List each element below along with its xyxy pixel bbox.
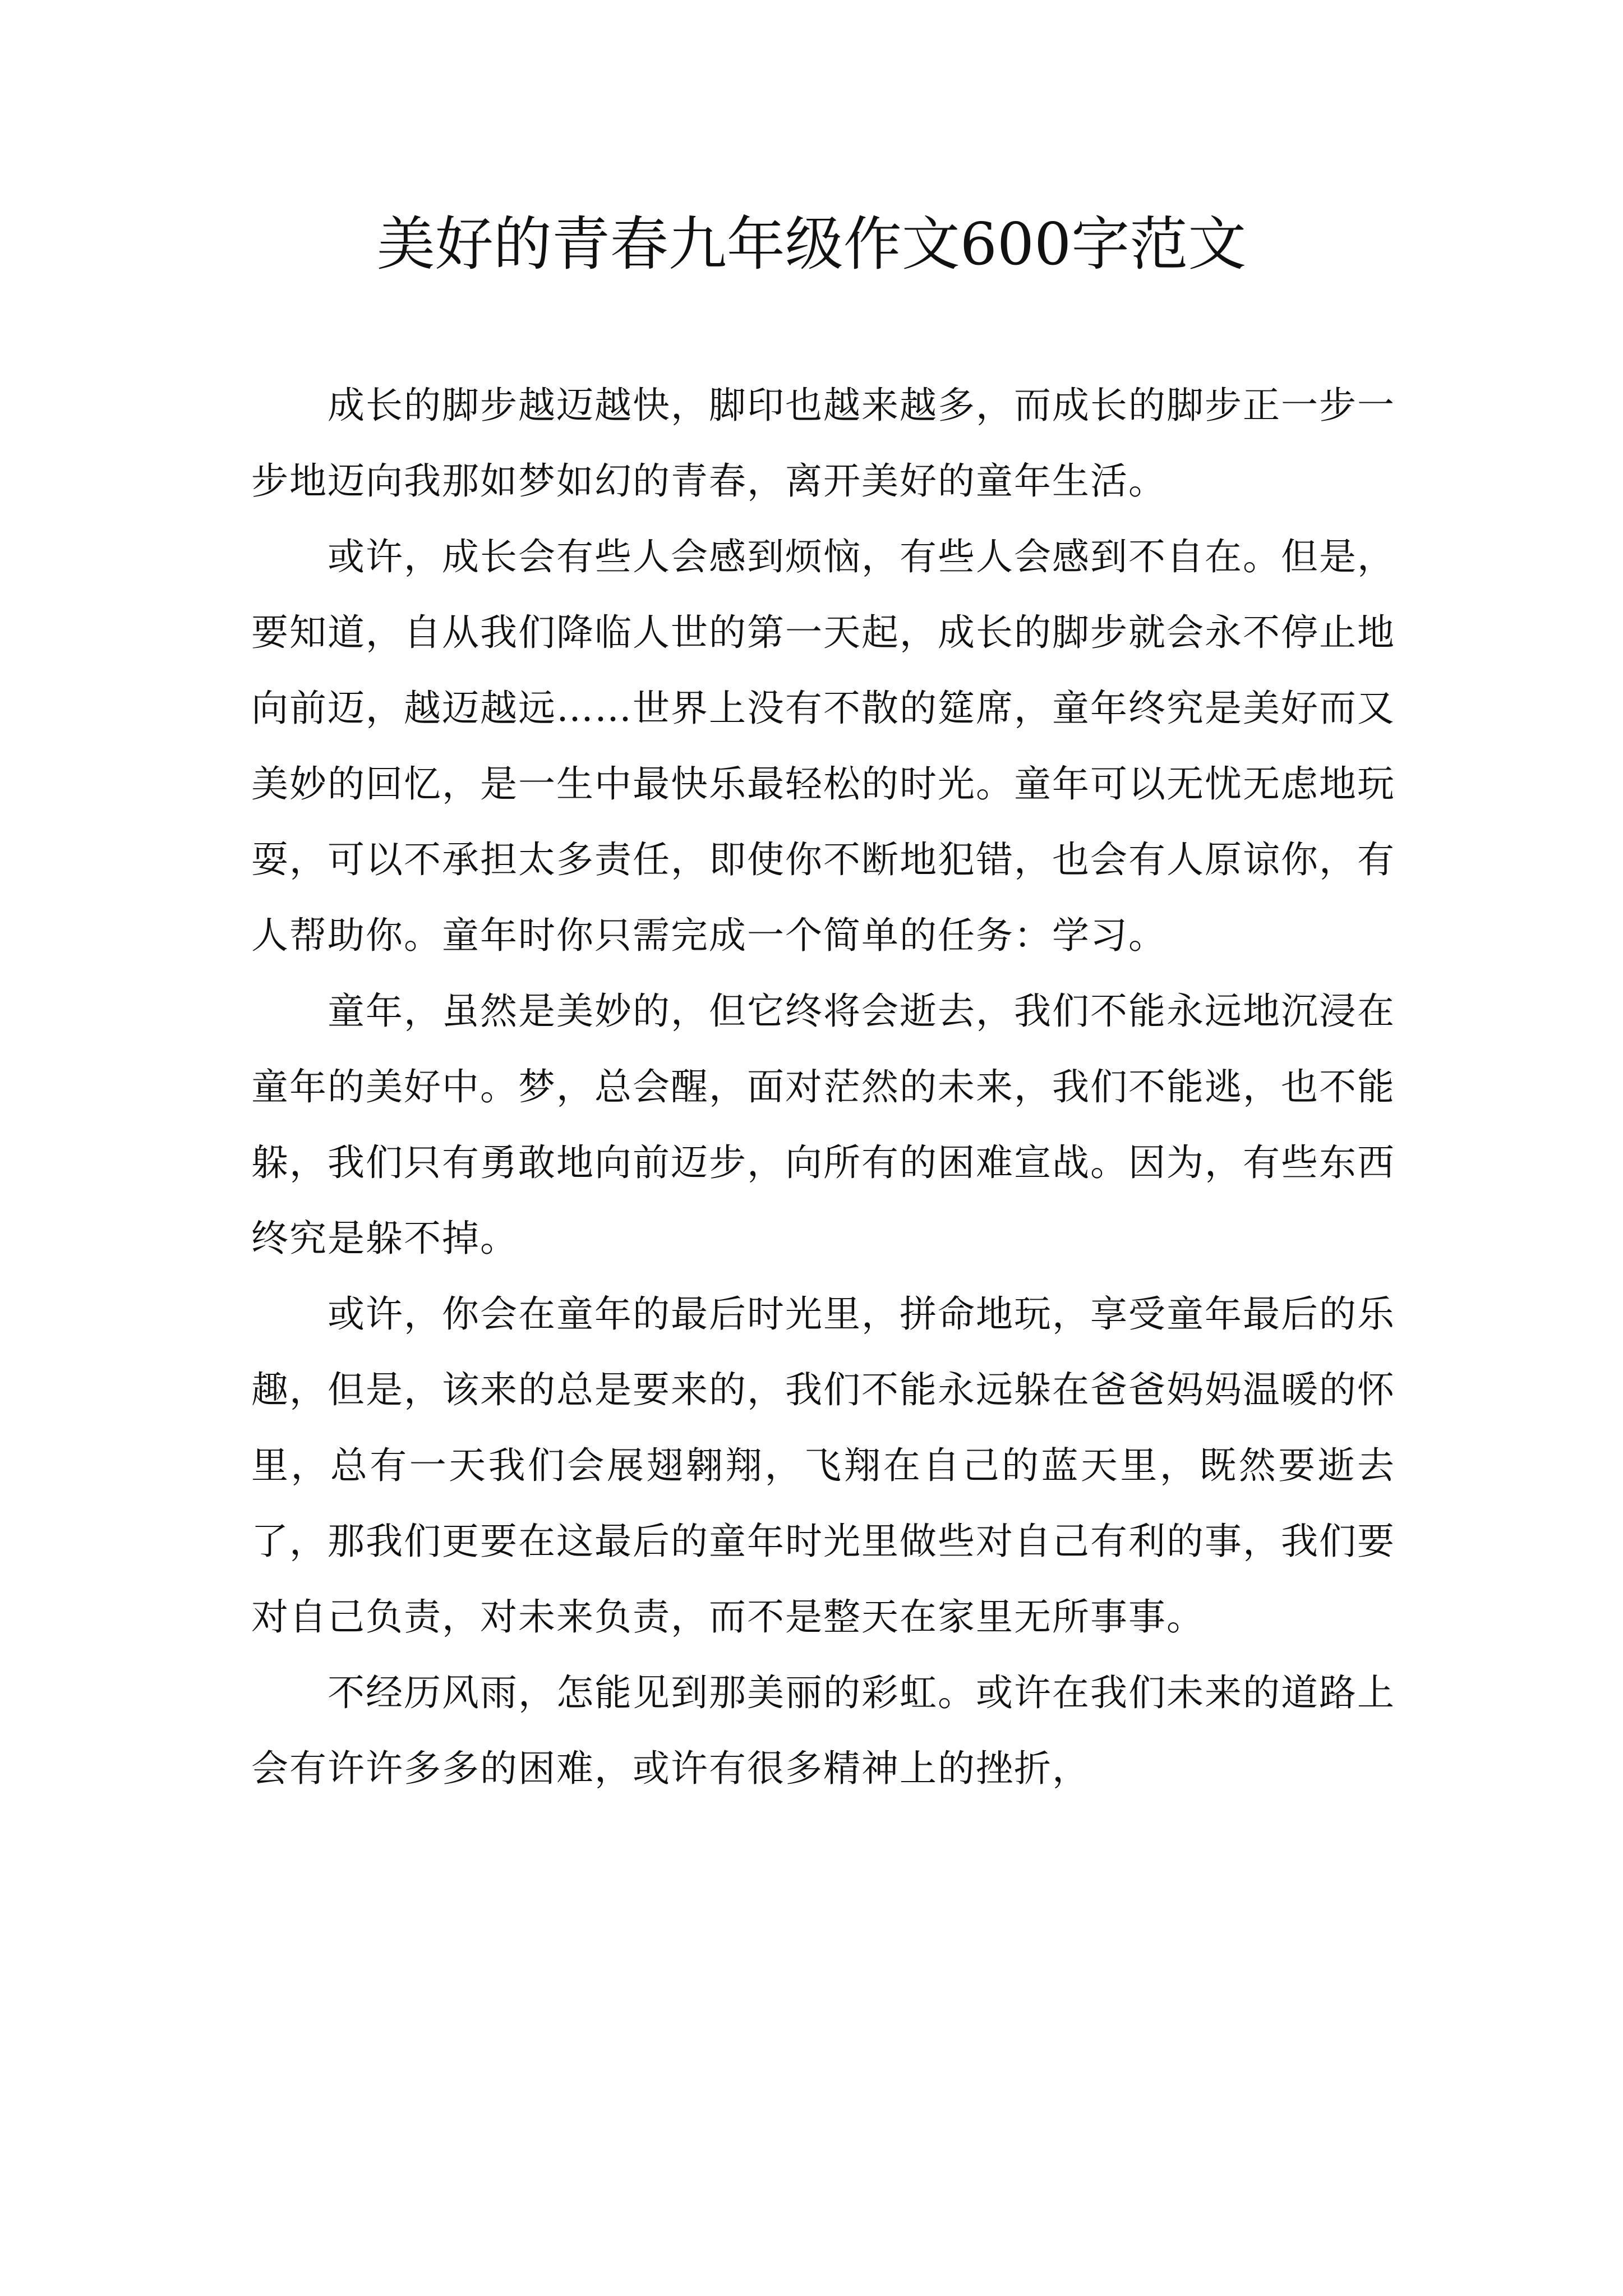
paragraph-5: 不经历风雨，怎能见到那美丽的彩虹。或许在我们未来的道路上会有许许多多的困难，或许有很多精神上的挫折， — [251, 1671, 1395, 1790]
document-body — [251, 367, 1395, 1806]
paragraph-3: 童年，虽然是美妙的，但它终将会逝去，我们不能永远地沉浸在童年的美好中。梦，总会醒，面对茫然的未来，我们不能逃，也不能躲，我们只有勇敢地向前迈步，向所有的困难宣战。因为，有些东西终究是躲不掉。 — [251, 990, 1395, 1260]
paragraph-2: 或许，成长会有些人会感到烦恼，有些人会感到不自在。但是，要知道，自从我们降临人世的第一天起，成长的脚步就会永不停止地向前迈，越迈越远……世界上没有不散的筵席，童年终究是美好而又美妙的回忆，是一生中最快乐最轻松的时光。童年可以无忧无虑地玩耍，可以不承担太多责任，即使你不断地犯错，也会有人原谅你，有人帮助你。童年时你只需完成一个简单的任务：学习。 — [251, 535, 1395, 957]
paragraph-4: 或许，你会在童年的最后时光里，拼命地玩，享受童年最后的乐趣，但是，该来的总是要来的，我们不能永远躲在爸爸妈妈温暖的怀里，总有一天我们会展翅翱翔，飞翔在自己的蓝天里，既然要逝去了，那我们更要在这最后的童年时光里做些对自己有利的事，我们要对自己负责，对未来负责，而不是整天在家里无所事事。 — [251, 1292, 1395, 1639]
paragraph-1: 成长的脚步越迈越快，脚印也越来越多，而成长的脚步正一步一步地迈向我那如梦如幻的青春，离开美好的童年生活。 — [251, 384, 1395, 503]
document-title: 美好的青春九年级作文600字范文 — [376, 210, 1247, 278]
